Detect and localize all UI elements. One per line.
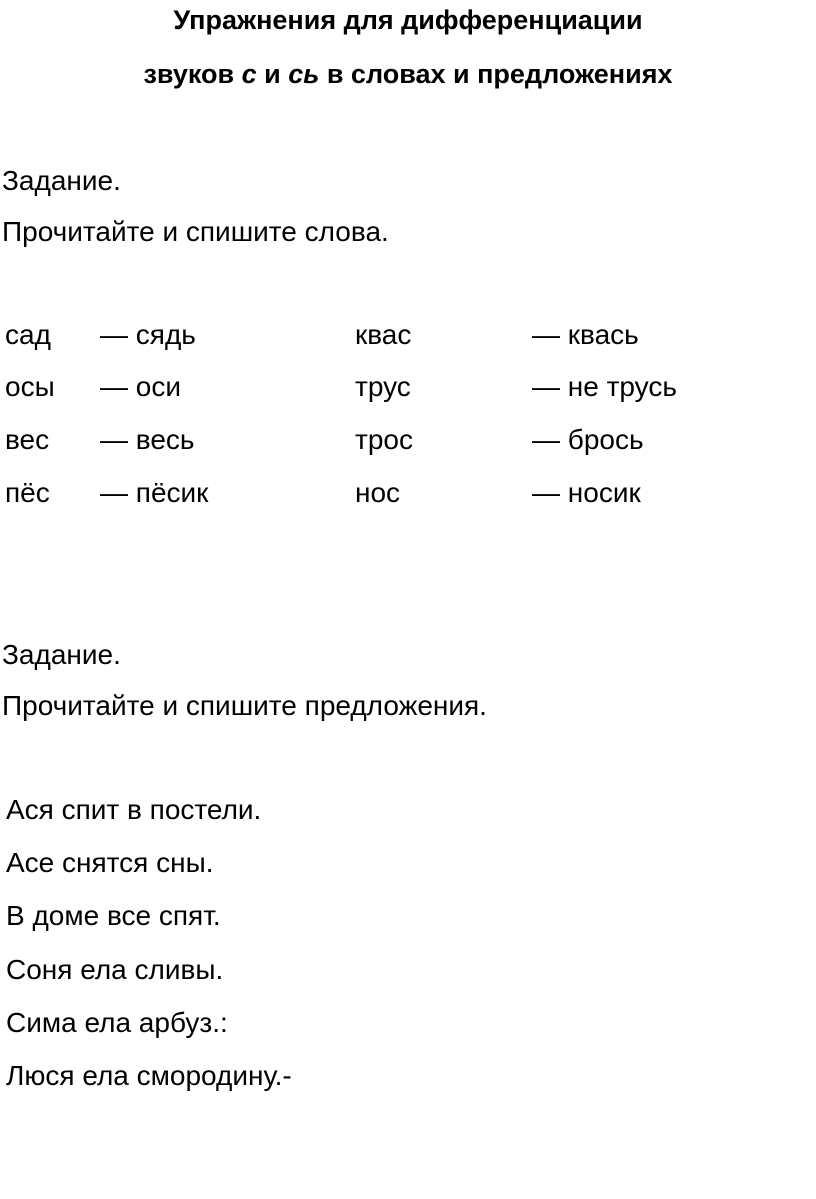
sentence: Сима ела арбуз.: — [6, 1007, 228, 1038]
sound-s: с — [241, 59, 257, 89]
word-soft: — не трусь — [532, 371, 677, 402]
task-2-heading: Задание. — [2, 639, 121, 670]
word-soft: — весь — [100, 424, 195, 455]
task-1-instruction: Прочитайте и спишите слова. — [2, 216, 389, 247]
sentence: Ася спит в постели. — [6, 794, 262, 825]
word-soft: — оси — [100, 371, 181, 402]
title-and: и — [256, 59, 289, 89]
word-hard: трус — [355, 371, 411, 402]
task-2-instruction: Прочитайте и спишите предложения. — [2, 690, 487, 721]
task-1-heading: Задание. — [2, 165, 121, 196]
title-line-1: Упражнения для дифференциации — [173, 5, 643, 35]
title-line-2 — [0, 58, 816, 90]
word-hard: трос — [355, 424, 413, 455]
word-hard: осы — [5, 371, 55, 402]
word-hard: квас — [355, 319, 412, 350]
sentence: Люся ела смородину.- — [6, 1060, 292, 1091]
word-soft: — сядь — [100, 319, 196, 350]
word-hard: нос — [355, 477, 401, 508]
sentence: Соня ела сливы. — [6, 954, 224, 985]
sound-sj: сь — [288, 59, 320, 89]
word-soft: — пёсик — [100, 477, 209, 508]
word-hard: сад — [5, 319, 51, 350]
sentence: В доме все спят. — [6, 900, 221, 931]
title-prefix: звуков — [143, 59, 242, 89]
title-suffix: в словах и предложениях — [319, 59, 673, 89]
word-hard: пёс — [5, 477, 50, 508]
word-soft: — квась — [532, 319, 639, 350]
sentence: Асе снятся сны. — [6, 847, 214, 878]
word-soft: — носик — [532, 477, 641, 508]
word-soft: — брось — [532, 424, 644, 455]
word-hard: вес — [5, 424, 50, 455]
